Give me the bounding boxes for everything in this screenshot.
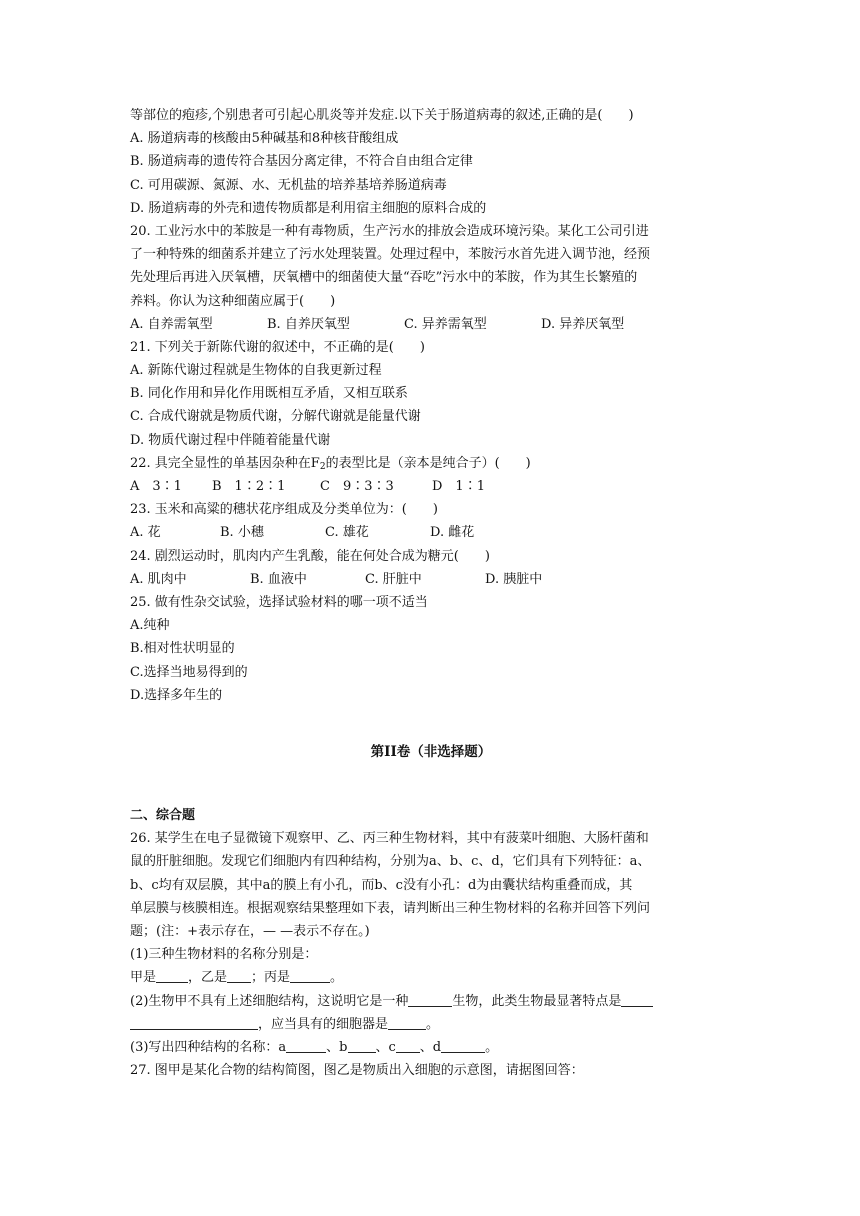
q20-option-c: C. 异养需氧型	[404, 316, 487, 332]
q25-option-c: C.选择当地易得到的	[130, 664, 248, 680]
part-two	[130, 804, 732, 1082]
q26-sub2-end: 。	[426, 1016, 440, 1032]
q25-option-d: D.选择多年生的	[130, 687, 223, 703]
q20-stem-line-2: 了一种特殊的细菌系并建立了污水处理装置。处理过程中，苯胺污水首先进入调节池，经预	[130, 247, 651, 263]
q26-sub2-text-b: 生物，此类生物最显著特点是	[452, 993, 622, 1009]
q23-option-d: D. 雌花	[430, 525, 475, 541]
q26-sub2-line-2	[130, 1013, 732, 1036]
q20-options	[130, 313, 732, 336]
q22-option-b: B 1∶2∶1	[212, 479, 286, 494]
q19-option-c: C. 可用碳源、氮源、水、无机盐的培养基培养肠道病毒	[130, 177, 447, 193]
q21-option-b: B. 同化作用和异化作用既相互矛盾，又相互联系	[130, 386, 408, 402]
q25-option-b: B.相对性状明显的	[130, 641, 235, 657]
q26-blank-b[interactable]	[348, 1038, 376, 1053]
q26-sub2-text-a: (2)生物甲不具有上述细胞结构，这说明它是一种	[130, 993, 409, 1009]
q21-option-d: D. 物质代谢过程中伴随着能量代谢	[130, 432, 331, 448]
q20-option-b: B. 自养厌氧型	[267, 316, 350, 332]
q22-stem-pre: 22. 具完全显性的单基因杂种在F	[130, 455, 320, 471]
q26-stem-line-1: 26. 某学生在电子显微镜下观察甲、乙、丙三种生物材料，其中有菠菜叶细胞、大肠杆菌和	[130, 831, 649, 847]
q24-option-d: D. 胰脏中	[485, 571, 543, 587]
q24-options	[130, 568, 732, 591]
q23-option-b: B. 小穗	[220, 525, 264, 541]
q26-stem-line-3: b、c均有双层膜，其中a的膜上有小孔，而b、c没有小孔：d为由囊状结构重叠而成，其	[130, 877, 633, 893]
q26-sub1-end: 。	[330, 970, 344, 986]
q26-sub3-label-d: 、d	[419, 1039, 442, 1055]
q26-blank-feature-1[interactable]	[621, 992, 653, 1007]
section-ii-title: 第II卷（非选择题）	[370, 744, 492, 760]
page-content	[130, 104, 732, 1079]
q26-label-yi: ，乙是	[188, 970, 228, 986]
q26-sub3-label-b: 、b	[326, 1039, 348, 1055]
q24-option-b: B. 血液中	[250, 571, 307, 587]
q20-option-d: D. 异养厌氧型	[541, 316, 625, 332]
q26-sub3-end: 。	[485, 1039, 499, 1055]
q25-option-a: A.纯种	[130, 618, 170, 634]
part-two-heading: 二、综合题	[130, 808, 196, 823]
q26-sub3-label-a: (3)写出四种结构的名称：a	[130, 1039, 287, 1055]
q21-option-c: C. 合成代谢就是物质代谢，分解代谢就是能量代谢	[130, 409, 421, 425]
q26-blank-a[interactable]	[286, 1038, 326, 1053]
q20-option-a: A. 自养需氧型	[130, 316, 213, 332]
q20-stem-line-3: 先处理后再进入厌氧槽，厌氧槽中的细菌使大量“吞吃”污水中的苯胺，作为其生长繁殖的	[130, 270, 638, 286]
q26-blank-d[interactable]	[441, 1038, 485, 1053]
q21-option-a: A. 新陈代谢过程就是生物体的自我更新过程	[130, 363, 382, 379]
q20-stem-line-4: 养料。你认为这种细菌应属于( )	[130, 293, 336, 309]
q22-option-d: D 1∶1	[432, 479, 485, 494]
q22-stem-sub: 2	[319, 461, 326, 472]
q19-option-a: A. 肠道病毒的核酸由5种碱基和8种核苷酸组成	[130, 131, 399, 147]
q19-option-b: B. 肠道病毒的遗传符合基因分离定律，不符合自由组合定律	[130, 154, 473, 170]
q23-option-c: C. 雄花	[325, 525, 369, 541]
q23-option-a: A. 花	[130, 525, 161, 541]
q26-label-bing: ；丙是	[251, 970, 291, 986]
q24-option-a: A. 肌肉中	[130, 571, 187, 587]
q22-option-c: C 9∶3∶3	[320, 479, 394, 494]
q26-sub3	[130, 1036, 732, 1059]
q21-stem: 21. 下列关于新陈代谢的叙述中，不正确的是( )	[130, 339, 425, 355]
q22-stem	[130, 452, 732, 475]
q26-stem-line-4: 单层膜与核膜相连。根据观察结果整理如下表，请判断出三种生物材料的名称并回答下列问	[130, 900, 651, 916]
q22-stem-post: 的表型比是（亲本是纯合子）( )	[325, 455, 531, 471]
q24-option-c: C. 肝脏中	[365, 571, 422, 587]
q24-stem: 24. 剧烈运动时，肌肉内产生乳酸，能在何处合成为糖元( )	[130, 548, 490, 564]
q27-stem: 27. 图甲是某化合物的结构简图，图乙是物质出入细胞的示意图，请据图回答：	[130, 1063, 584, 1079]
q19-option-d: D. 肠道病毒的外壳和遗传物质都是利用宿主细胞的原料合成的	[130, 200, 487, 216]
q20-stem-line-1: 20. 工业污水中的苯胺是一种有毒物质，生产污水的排放会造成环境污染。某化工公司引进	[130, 223, 649, 239]
q26-label-jia: 甲是	[130, 970, 157, 986]
q26-sub1-answers	[130, 966, 732, 989]
q26-stem-line-2: 鼠的肝脏细胞。发现它们细胞内有四种结构，分别为a、b、c、d，它们具有下列特征：a、	[130, 854, 651, 870]
q26-sub1: (1)三种生物材料的名称分别是：	[130, 947, 318, 963]
q26-blank-organism-type[interactable]	[408, 992, 452, 1007]
q19-stem-tail: 等部位的疱疹,个别患者可引起心肌炎等并发症.以下关于肠道病毒的叙述,正确的是( )	[130, 108, 634, 123]
q23-stem: 23. 玉米和高粱的穗状花序组成及分类单位为：( )	[130, 502, 438, 518]
q25-stem: 25. 做有性杂交试验，选择试验材料的哪一项不适当	[130, 594, 428, 610]
q26-blank-c[interactable]	[396, 1038, 420, 1053]
q26-blank-organelle[interactable]	[388, 1015, 426, 1030]
q26-blank-yi[interactable]	[227, 968, 251, 983]
q26-blank-bing[interactable]	[290, 968, 330, 983]
q22-options	[130, 475, 732, 498]
q26-sub2-line-1	[130, 990, 732, 1013]
q26-stem-line-5: 题；(注：+表示存在，— —表示不存在。)	[130, 923, 370, 939]
q22-option-a: A 3∶1	[130, 479, 182, 494]
q26-blank-feature-2[interactable]	[130, 1015, 258, 1030]
q23-options	[130, 521, 732, 544]
q26-sub3-label-c: 、c	[375, 1039, 396, 1055]
q26-sub2-text-c: ，应当具有的细胞器是	[258, 1016, 389, 1032]
q26-blank-jia[interactable]	[156, 968, 188, 983]
